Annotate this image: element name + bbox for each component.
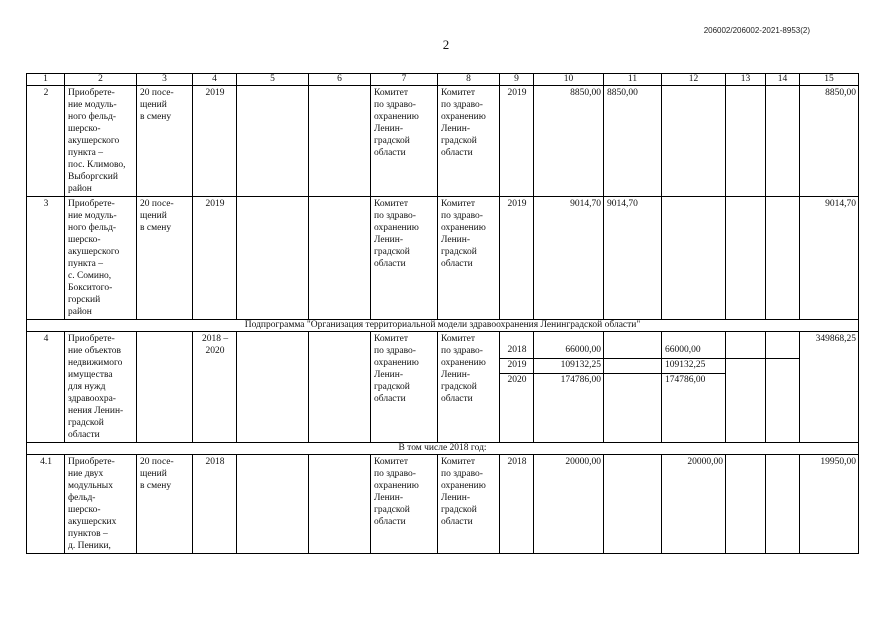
col15-value: 9014,70 — [800, 197, 859, 320]
developer: Комитет по здраво- охранению Ленин- градской области — [438, 332, 500, 443]
finance-total: 8850,00 — [534, 86, 604, 197]
table-row — [27, 197, 859, 320]
developer: Комитет по здраво- охранению Ленин- градской области — [438, 86, 500, 197]
row-number: 3 — [27, 197, 65, 320]
col-num: 3 — [137, 74, 193, 86]
object-name: Приобрете- ние объектов недвижимого имущества для нужд здравоохра- нения Ленин- градской области — [65, 332, 137, 443]
finance-regional — [662, 86, 726, 197]
finance-year: 2018 — [500, 344, 533, 359]
including-label: В том числе 2018 год: — [27, 443, 859, 455]
empty-cell — [237, 197, 309, 320]
col15-value: 8850,00 — [800, 86, 859, 197]
table-row — [27, 86, 859, 197]
finance-regional: 66000,00 — [662, 344, 725, 359]
developer: Комитет по здраво- охранению Ленин- градской области — [438, 197, 500, 320]
capacity: 20 посе- щений в смену — [137, 197, 193, 320]
subprogram-title: Подпрограмма "Организация территориальной модели здравоохранения Ленинградской области" — [27, 320, 859, 332]
years: 2018 – 2020 — [193, 332, 237, 443]
row-number: 2 — [27, 86, 65, 197]
empty-cell — [726, 86, 766, 197]
finance-years-cell — [500, 332, 534, 443]
capacity: 20 посе- щений в смену — [137, 455, 193, 554]
finance-total: 20000,00 — [534, 455, 604, 554]
empty-cell — [237, 332, 309, 443]
col-num: 10 — [534, 74, 604, 86]
finance-year: 2019 — [500, 86, 534, 197]
subprogram-row — [27, 320, 859, 332]
capacity: 20 посе- щений в смену — [137, 86, 193, 197]
empty-cell — [237, 455, 309, 554]
customer: Комитет по здраво- охранению Ленин- градской области — [371, 86, 438, 197]
col-num: 8 — [438, 74, 500, 86]
finance-year: 2018 — [500, 455, 534, 554]
empty-cell — [766, 332, 800, 443]
empty-cell — [309, 86, 371, 197]
col-num: 12 — [662, 74, 726, 86]
finance-regional: 20000,00 — [662, 455, 726, 554]
empty-cell — [766, 86, 800, 197]
customer: Комитет по здраво- охранению Ленин- градской области — [371, 332, 438, 443]
col-num: 15 — [800, 74, 859, 86]
finance-federal: 8850,00 — [604, 86, 662, 197]
row-number: 4.1 — [27, 455, 65, 554]
col15-value: 349868,25 — [800, 332, 859, 443]
empty-cell — [726, 455, 766, 554]
object-name: Приобрете- ние двух модульных фельд- шерско- акушерских пунктов – д. Пеники, — [65, 455, 137, 554]
empty-cell — [309, 332, 371, 443]
col-num: 6 — [309, 74, 371, 86]
finance-federal — [604, 359, 661, 374]
years: 2019 — [193, 86, 237, 197]
finance-year: 2019 — [500, 197, 534, 320]
finance-total: 174786,00 — [560, 375, 601, 385]
empty-cell — [237, 86, 309, 197]
finance-year: 2019 — [500, 359, 533, 374]
col-num: 5 — [237, 74, 309, 86]
years: 2018 — [193, 455, 237, 554]
col-num: 2 — [65, 74, 137, 86]
finance-total: 9014,70 — [534, 197, 604, 320]
col-num: 9 — [500, 74, 534, 86]
capacity — [137, 332, 193, 443]
finance-regional-cell — [662, 332, 726, 443]
col-num: 1 — [27, 74, 65, 86]
empty-cell — [309, 455, 371, 554]
table-row — [27, 332, 859, 443]
col-num: 14 — [766, 74, 800, 86]
col15-value: 19950,00 — [800, 455, 859, 554]
col-num: 4 — [193, 74, 237, 86]
col-num: 11 — [604, 74, 662, 86]
finance-federal: 9014,70 — [604, 197, 662, 320]
including-row — [27, 443, 859, 455]
empty-cell — [766, 197, 800, 320]
finance-federal-cell — [604, 332, 662, 443]
customer: Комитет по здраво- охранению Ленин- градской области — [371, 197, 438, 320]
object-name: Приобрете- ние модуль- ного фельд- шерско- акушерского пункта – пос. Климово, Выборгский район — [65, 86, 137, 197]
table-row — [27, 455, 859, 554]
investment-table — [26, 73, 859, 554]
page-number: 2 — [442, 37, 450, 52]
finance-year: 2020 — [507, 375, 527, 385]
finance-total: 66000,00 — [534, 344, 603, 359]
finance-regional: 109132,25 — [662, 359, 725, 374]
customer: Комитет по здраво- охранению Ленин- градской области — [371, 455, 438, 554]
finance-federal — [604, 455, 662, 554]
object-name: Приобрете- ние модуль- ного фельд- шерско- акушерского пункта – с. Сомино, Бокситого- горский район — [65, 197, 137, 320]
column-number-row — [27, 74, 859, 86]
years: 2019 — [193, 197, 237, 320]
document-id: 206002/206002-2021-8953(2) — [703, 26, 810, 35]
finance-regional: 174786,00 — [665, 375, 706, 385]
empty-cell — [309, 197, 371, 320]
col-num: 13 — [726, 74, 766, 86]
col-num: 7 — [371, 74, 438, 86]
empty-cell — [766, 455, 800, 554]
empty-cell — [726, 332, 766, 443]
finance-total-cell — [534, 332, 604, 443]
empty-cell — [726, 197, 766, 320]
finance-total: 109132,25 — [534, 359, 603, 374]
finance-federal — [604, 344, 661, 359]
finance-federal — [604, 374, 661, 389]
developer: Комитет по здраво- охранению Ленин- градской области — [438, 455, 500, 554]
finance-regional — [662, 197, 726, 320]
row-number: 4 — [27, 332, 65, 443]
